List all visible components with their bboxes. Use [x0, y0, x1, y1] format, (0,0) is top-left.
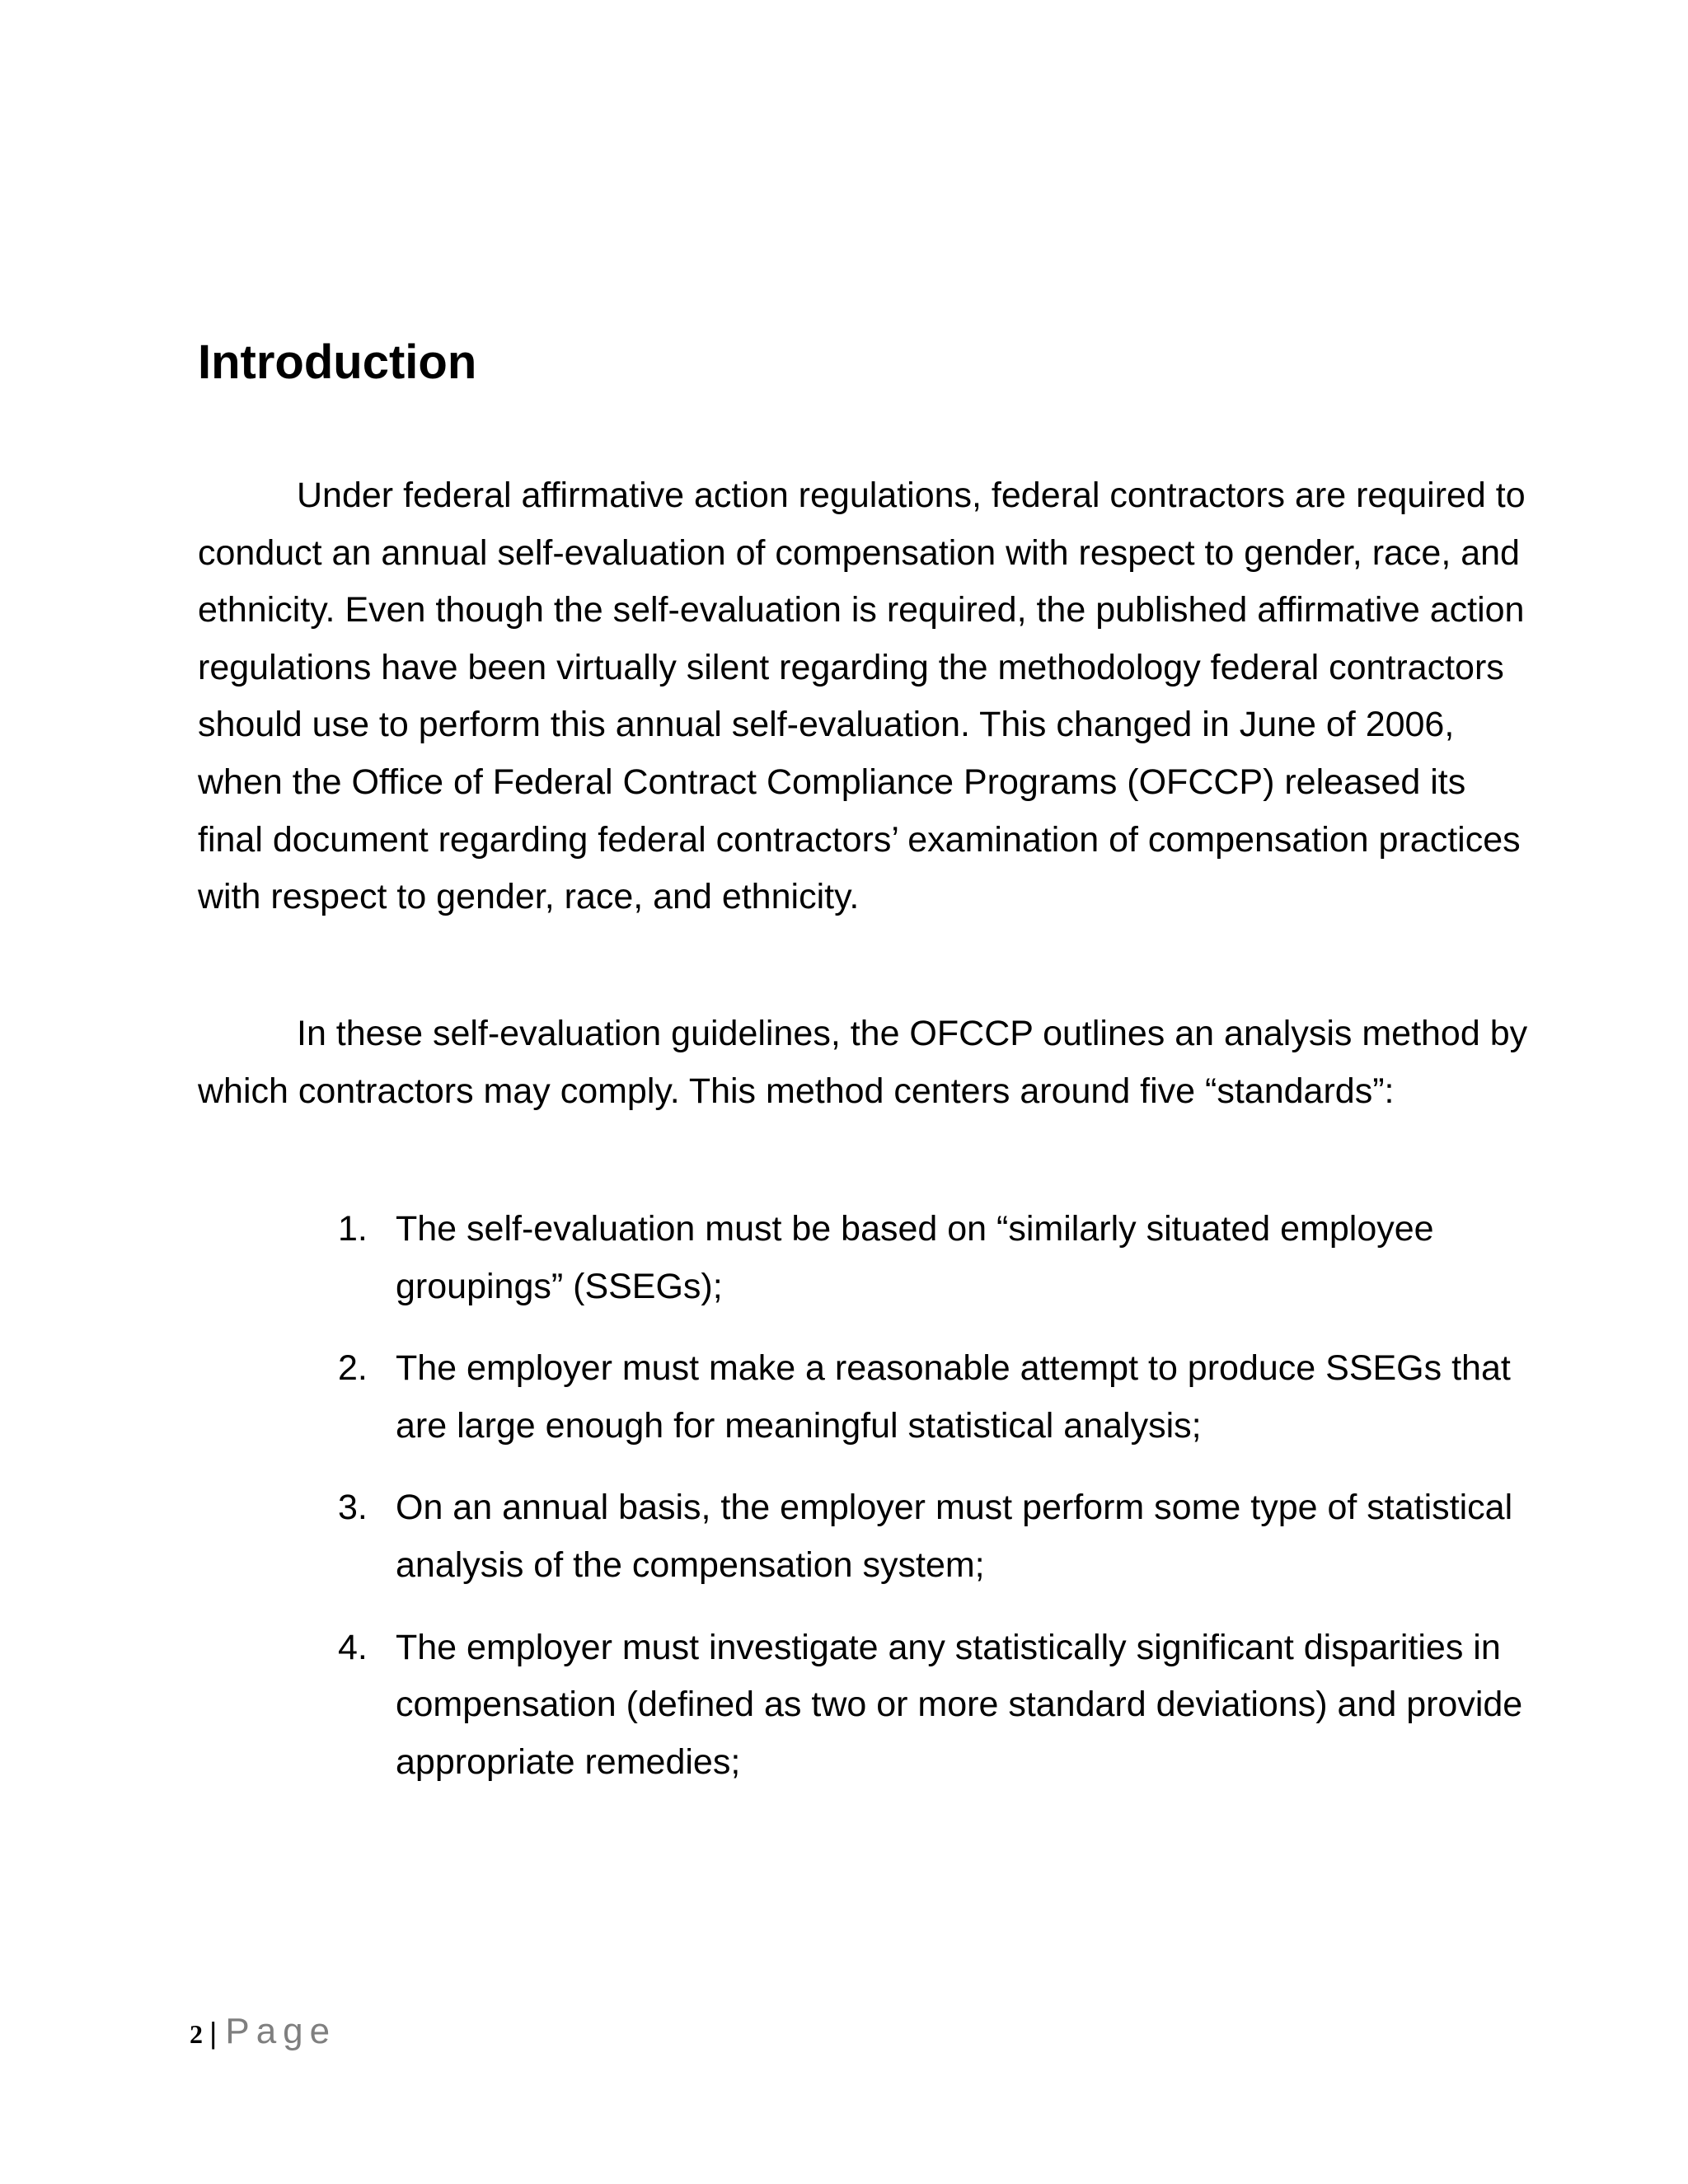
list-item-text: On an annual basis, the employer must perform some type of statistical analysis of the compensation system;: [396, 1488, 1513, 1585]
list-item-number: 4.: [338, 1627, 368, 1667]
list-item: [338, 1619, 1558, 1792]
list-item-number: 3.: [338, 1488, 368, 1528]
list-item-number: 2.: [338, 1348, 368, 1389]
list-item-text: The self-evaluation must be based on “similarly situated employee groupings” (SSEGs);: [396, 1209, 1434, 1306]
section-heading: Introduction: [198, 335, 477, 389]
list-item-number: 1.: [338, 1209, 368, 1249]
list-item: [338, 1340, 1558, 1455]
list-item: [338, 1479, 1558, 1594]
footer-separator: |: [209, 2016, 218, 2050]
intro-paragraph-1: Under federal affirmative action regulations, federal contractors are required to conduct an annual self-evaluation of compensation with respect to gender, race, and ethnicity. Even though the self-evaluation is required, the published affirmative action regulations have been virtually silent regarding the methodology federal contractors should use to perform this annual self-evaluation. This changed in June of 2006, when the Office of Federal Contract Compliance Programs (OFCCP) released its final document regarding federal contractors’ examination of compensation practices with respect to gender, race, and ethnicity.: [198, 476, 1526, 917]
standards-list: [338, 1201, 1558, 1816]
list-item-text: The employer must investigate any statistically significant disparities in compensation (defined as two or more standard deviations) and provide appropriate remedies;: [396, 1627, 1523, 1782]
page-footer: [190, 2011, 336, 2052]
page-number: 2: [190, 2019, 203, 2049]
page-label: Page: [225, 2011, 337, 2051]
list-item-text: The employer must make a reasonable attempt to produce SSEGs that are large enough for meaningful statistical analysis;: [396, 1348, 1511, 1446]
list-item: [338, 1201, 1558, 1315]
intro-paragraph-2: In these self-evaluation guidelines, the OFCCP outlines an analysis method by which contractors may comply. This method centers around five “standards”:: [198, 1014, 1528, 1111]
